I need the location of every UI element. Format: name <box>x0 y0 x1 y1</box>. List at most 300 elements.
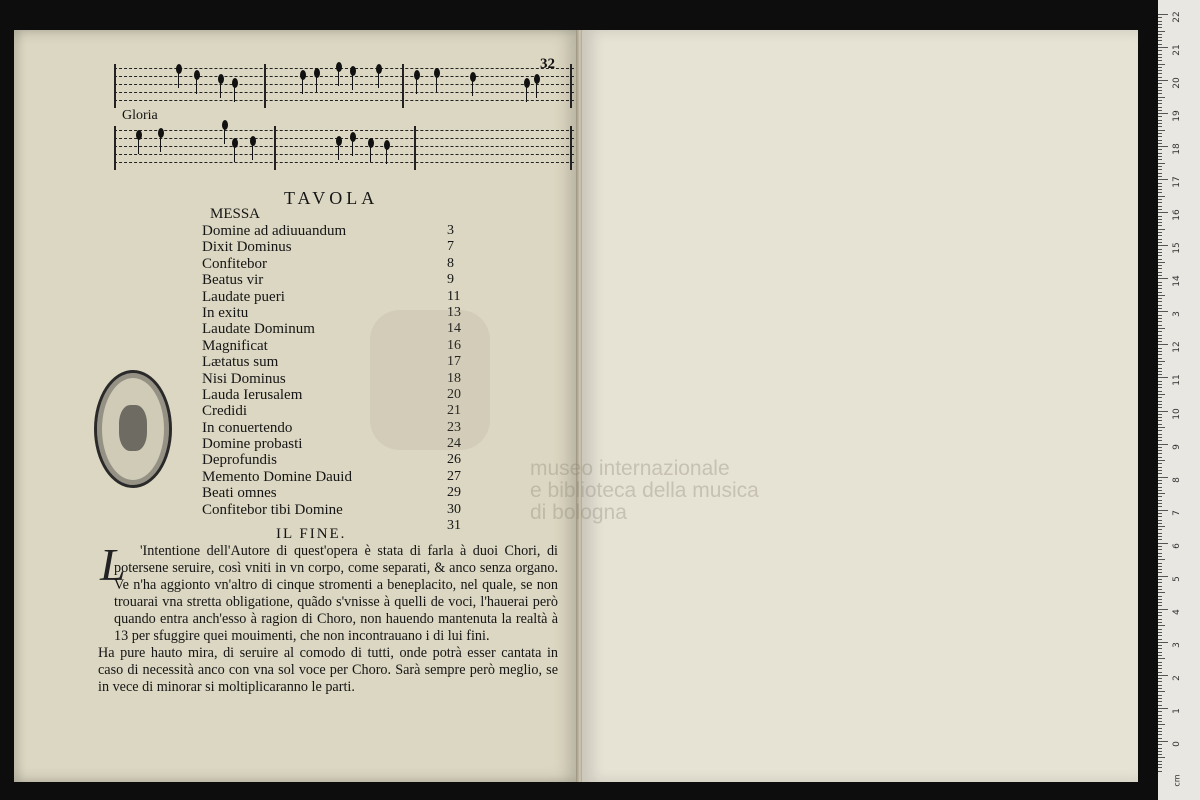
ruler-tick <box>1158 120 1162 121</box>
ruler-tick <box>1158 771 1162 772</box>
ruler-tick <box>1158 21 1162 22</box>
toc-entry <box>202 469 472 485</box>
ruler-tick <box>1158 645 1162 646</box>
ruler-tick <box>1158 232 1162 233</box>
toc-entry-page: 11 <box>447 288 461 304</box>
ruler-tick <box>1158 199 1162 200</box>
ruler-tick <box>1158 586 1162 587</box>
ruler-tick <box>1158 368 1162 369</box>
toc-entry-title: Confitebor <box>202 255 267 272</box>
toc-entry-title: Laudate Dominum <box>202 321 315 338</box>
ruler-tick <box>1158 718 1162 719</box>
toc-entry-page: 27 <box>447 468 461 484</box>
ruler-tick <box>1158 384 1162 385</box>
ruler-tick <box>1158 420 1162 421</box>
ruler-tick <box>1158 559 1165 560</box>
toc-entry-page: 29 <box>447 485 461 501</box>
ruler-number: 1 <box>1172 708 1182 714</box>
ruler-tick <box>1158 113 1168 114</box>
ruler-tick <box>1158 480 1162 481</box>
ruler-tick <box>1158 83 1162 84</box>
ruler-tick <box>1158 225 1162 226</box>
ruler-tick <box>1158 563 1162 564</box>
ruler-tick <box>1158 344 1168 345</box>
tavola-title: TAVOLA <box>284 188 379 208</box>
ruler-tick <box>1158 543 1168 544</box>
ruler-tick <box>1158 738 1162 739</box>
ruler-tick <box>1158 483 1162 484</box>
ruler-number: 10 <box>1172 407 1182 420</box>
ruler-tick <box>1158 325 1162 326</box>
ruler-tick <box>1158 556 1162 557</box>
ruler-tick <box>1158 744 1162 745</box>
ruler-number: 12 <box>1172 341 1182 354</box>
end-mark: IL FINE. <box>276 526 347 542</box>
ruler-tick <box>1158 510 1168 511</box>
ruler-tick <box>1158 70 1162 71</box>
left-page <box>14 30 580 782</box>
ruler-tick <box>1158 602 1162 603</box>
ruler-tick <box>1158 592 1165 593</box>
ruler-tick <box>1158 67 1162 68</box>
ruler-tick <box>1158 698 1162 699</box>
ruler-tick <box>1158 100 1162 101</box>
watermark-line: di bologna <box>530 501 627 524</box>
toc-entry <box>202 256 472 272</box>
ruler-tick <box>1158 397 1162 398</box>
toc-entry <box>202 289 472 305</box>
ruler-tick <box>1158 553 1162 554</box>
ruler-tick <box>1158 579 1162 580</box>
music-staff-1 <box>114 64 574 108</box>
ruler-tick <box>1158 572 1162 573</box>
measuring-ruler <box>1158 0 1200 800</box>
right-page <box>582 30 1138 782</box>
ruler-tick <box>1158 728 1162 729</box>
ruler-tick <box>1158 364 1162 365</box>
ruler-tick <box>1158 179 1168 180</box>
ruler-tick <box>1158 642 1168 643</box>
ruler-tick <box>1158 255 1162 256</box>
ruler-tick <box>1158 242 1162 243</box>
ruler-tick <box>1158 305 1162 306</box>
ruler-tick <box>1158 460 1165 461</box>
ruler-tick <box>1158 354 1162 355</box>
ruler-tick <box>1158 391 1162 392</box>
ruler-tick <box>1158 520 1162 521</box>
ruler-tick <box>1158 668 1162 669</box>
ruler-tick <box>1158 358 1162 359</box>
watermark-text <box>530 458 860 524</box>
toc-entry-page: 16 <box>447 337 461 353</box>
ruler-tick <box>1158 288 1162 289</box>
ruler-tick <box>1158 688 1162 689</box>
ruler-tick <box>1158 176 1162 177</box>
ruler-tick <box>1158 301 1162 302</box>
ruler-tick <box>1158 467 1162 468</box>
toc-entry-title: Dixit Dominus <box>202 239 292 256</box>
ruler-tick <box>1158 73 1162 74</box>
toc-entry-page: 21 <box>447 403 461 419</box>
ruler-tick <box>1158 123 1162 124</box>
ruler-tick <box>1158 407 1162 408</box>
toc-entry-title: In conuertendo <box>202 419 293 436</box>
ruler-tick <box>1158 235 1162 236</box>
ruler-tick <box>1158 348 1162 349</box>
ruler-tick <box>1158 282 1162 283</box>
ruler-tick <box>1158 741 1168 742</box>
ruler-tick <box>1158 222 1162 223</box>
toc-entry-page: 30 <box>447 501 461 517</box>
ruler-number: 4 <box>1172 608 1182 615</box>
ruler-tick <box>1158 754 1162 755</box>
ruler-tick <box>1158 321 1162 322</box>
ruler-tick <box>1158 463 1162 464</box>
notice-paragraph-2: Ha pure hauto mira, di seruire al comodo di tutti, onde potrà esser cantata in caso di necessità anco con vna sol voce per Choro. Sarà sempre però meglio, se in vece di minorar si moltiplicaranno le parti. <box>98 645 558 695</box>
ruler-tick <box>1158 196 1165 197</box>
ruler-tick <box>1158 341 1162 342</box>
ruler-tick <box>1158 513 1162 514</box>
music-staff-2 <box>114 126 574 170</box>
ruler-tick <box>1158 159 1162 160</box>
ruler-tick <box>1158 658 1165 659</box>
ruler-tick <box>1158 110 1162 111</box>
ruler-unit: cm <box>1172 774 1182 787</box>
ruler-tick <box>1158 292 1162 293</box>
ruler-tick <box>1158 285 1162 286</box>
ruler-tick <box>1158 533 1162 534</box>
toc-entry <box>202 502 472 518</box>
toc-entry-title: Nisi Dominus <box>202 370 286 387</box>
ruler-tick <box>1158 589 1162 590</box>
ruler-tick <box>1158 516 1162 517</box>
page-number: 32 <box>540 56 555 72</box>
ruler-tick <box>1158 107 1162 108</box>
ruler-tick <box>1158 64 1165 65</box>
ruler-tick <box>1158 335 1162 336</box>
ruler-tick <box>1158 31 1165 32</box>
ruler-tick <box>1158 678 1162 679</box>
ruler-tick <box>1158 625 1165 626</box>
ruler-tick <box>1158 526 1165 527</box>
ruler-tick <box>1158 569 1162 570</box>
ruler-tick <box>1158 596 1162 597</box>
ruler-tick <box>1158 140 1162 141</box>
ruler-number: 6 <box>1172 542 1182 549</box>
toc-entry-page: 13 <box>447 304 461 320</box>
toc-entry-page: 3 <box>447 223 454 238</box>
ruler-tick <box>1158 764 1162 765</box>
ruler-tick <box>1158 153 1162 154</box>
ruler-tick <box>1158 24 1162 25</box>
ruler-tick <box>1158 17 1162 18</box>
ruler-tick <box>1158 249 1162 250</box>
ruler-tick <box>1158 434 1162 435</box>
ruler-tick <box>1158 212 1168 213</box>
ruler-tick <box>1158 146 1168 147</box>
ruler-tick <box>1158 87 1162 88</box>
ruler-tick <box>1158 615 1162 616</box>
ruler-tick <box>1158 566 1162 567</box>
toc-entry-page: 7 <box>447 239 454 255</box>
ruler-tick <box>1158 705 1162 706</box>
ruler-tick <box>1158 239 1162 240</box>
ruler-tick <box>1158 444 1168 445</box>
ruler-tick <box>1158 477 1168 478</box>
toc-entry-title: Confitebor tibi Domine <box>202 501 343 518</box>
ruler-number: 17 <box>1172 176 1182 188</box>
ruler-tick <box>1158 27 1162 28</box>
ruler-tick <box>1158 90 1162 91</box>
ruler-tick <box>1158 609 1168 610</box>
ruler-tick <box>1158 523 1162 524</box>
ruler-tick <box>1158 401 1162 402</box>
ruler-tick <box>1158 209 1162 210</box>
ruler-tick <box>1158 143 1162 144</box>
ruler-tick <box>1158 708 1168 709</box>
library-stamp <box>94 370 172 488</box>
ruler-tick <box>1158 133 1162 134</box>
ruler-tick <box>1158 681 1162 682</box>
ruler-tick <box>1158 546 1162 547</box>
ruler-tick <box>1158 639 1162 640</box>
messa-heading: MESSA <box>210 206 261 222</box>
ruler-tick <box>1158 748 1162 749</box>
ruler-number: 9 <box>1172 443 1182 450</box>
ruler-tick <box>1158 183 1162 184</box>
ruler-tick <box>1158 424 1162 425</box>
ruler-tick <box>1158 259 1162 260</box>
ruler-tick <box>1158 622 1162 623</box>
ruler-tick <box>1158 351 1162 352</box>
ruler-tick <box>1158 80 1168 81</box>
ruler-tick <box>1158 163 1165 164</box>
ruler-number: 7 <box>1172 509 1182 516</box>
ruler-tick <box>1158 206 1162 207</box>
ruler-tick <box>1158 77 1162 78</box>
ruler-tick <box>1158 44 1162 45</box>
ruler-number: 5 <box>1172 575 1182 582</box>
ruler-tick <box>1158 691 1165 692</box>
ruler-tick <box>1158 473 1162 474</box>
watermark-logo <box>370 310 490 450</box>
ruler-tick <box>1158 427 1165 428</box>
ruler-tick <box>1158 57 1162 58</box>
toc-entry-page: 8 <box>447 255 454 271</box>
ruler-tick <box>1158 503 1162 504</box>
ruler-tick <box>1158 612 1162 613</box>
ruler-tick <box>1158 202 1162 203</box>
ruler-tick <box>1158 500 1162 501</box>
ruler-tick <box>1158 605 1162 606</box>
ruler-tick <box>1158 40 1162 41</box>
ruler-tick <box>1158 711 1162 712</box>
toc-entry <box>202 485 472 501</box>
gloria-label: Gloria <box>122 108 158 123</box>
book-spread <box>14 30 1138 782</box>
ruler-tick <box>1158 665 1162 666</box>
ruler-tick <box>1158 265 1162 266</box>
ruler-tick <box>1158 219 1162 220</box>
ruler-tick <box>1158 440 1162 441</box>
ruler-tick <box>1158 338 1162 339</box>
toc-entry-title: Lætatus sum <box>202 354 279 371</box>
toc-entry <box>202 239 472 255</box>
ruler-tick <box>1158 14 1168 15</box>
ruler-number: 2 <box>1172 675 1182 681</box>
ruler-tick <box>1158 361 1165 362</box>
ruler-tick <box>1158 34 1162 35</box>
ruler-tick <box>1158 450 1162 451</box>
ruler-tick <box>1158 216 1162 217</box>
toc-entry-page: 17 <box>447 354 461 370</box>
ruler-tick <box>1158 414 1162 415</box>
toc-entry-title: Lauda Ierusalem <box>202 386 303 403</box>
ruler-tick <box>1158 116 1162 117</box>
toc-entry-title: Magnificat <box>202 337 268 354</box>
ruler-number: 19 <box>1172 110 1182 122</box>
ruler-tick <box>1158 470 1162 471</box>
ruler-tick <box>1158 37 1162 38</box>
ruler-tick <box>1158 328 1165 329</box>
toc-entry-title: Laudate pueri <box>202 288 285 305</box>
ruler-tick <box>1158 576 1168 577</box>
ruler-tick <box>1158 496 1162 497</box>
ruler-number: 0 <box>1172 741 1182 747</box>
ruler-tick <box>1158 490 1162 491</box>
ruler-tick <box>1158 411 1168 412</box>
toc-entry-title: Credidi <box>202 403 247 420</box>
ruler-tick <box>1158 629 1162 630</box>
ruler-tick <box>1158 93 1162 94</box>
ruler-number: 3 <box>1172 311 1182 318</box>
ruler-tick <box>1158 166 1162 167</box>
ruler-number: 22 <box>1172 11 1182 23</box>
ruler-tick <box>1158 619 1162 620</box>
toc-entry-page: 14 <box>447 321 461 337</box>
ruler-number: 15 <box>1172 242 1182 255</box>
watermark-line: museo internazionale <box>530 457 730 480</box>
toc-entry-title: Beati omnes <box>202 485 277 502</box>
notice-paragraph-1: 'Intentione dell'Autore di quest'opera è stata di farla à duoi Chori, di potersene seruire, così vniti in vn corpo, come separati, & anco senza organo. Ve n'ha aggionto vn'altro di cinque stromenti a beneplacito, nel quale, se non trouarai vna stretta obligatione, quãdo s'vnisse à quelli de voci, l'hauerai però quando entra anch'esso à ragion di Choro, non hauendo mantenuta la realtà à 13 per sfuggire quei mouimenti, che non incontrauano i di lui fini. <box>114 543 558 644</box>
ruler-tick <box>1158 731 1162 732</box>
ruler-tick <box>1158 295 1165 296</box>
ruler-tick <box>1158 506 1162 507</box>
ruler-tick <box>1158 582 1162 583</box>
ruler-tick <box>1158 685 1162 686</box>
ruler-tick <box>1158 149 1162 150</box>
ruler-tick <box>1158 652 1162 653</box>
toc-entry-title: Deprofundis <box>202 452 277 469</box>
ruler-tick <box>1158 268 1162 269</box>
ruler-tick <box>1158 447 1162 448</box>
ruler-tick <box>1158 701 1162 702</box>
ruler-tick <box>1158 757 1165 758</box>
ruler-tick <box>1158 529 1162 530</box>
ruler-tick <box>1158 130 1165 131</box>
ruler-tick <box>1158 136 1162 137</box>
ruler-number: 20 <box>1172 77 1182 89</box>
ruler-tick <box>1158 394 1165 395</box>
ruler-tick <box>1158 331 1162 332</box>
ruler-tick <box>1158 404 1162 405</box>
toc-entry-page: 20 <box>447 386 461 402</box>
ruler-tick <box>1158 655 1162 656</box>
ruler-tick <box>1158 387 1162 388</box>
toc-entry-title: Beatus vir <box>202 272 264 289</box>
toc-entry-title: Memento Domine Dauid <box>202 468 352 485</box>
ruler-number: 8 <box>1172 476 1182 483</box>
ruler-tick <box>1158 156 1162 157</box>
ruler-tick <box>1158 721 1162 722</box>
toc-entry-page: 23 <box>447 419 461 435</box>
ruler-tick <box>1158 417 1162 418</box>
ruler-tick <box>1158 278 1168 279</box>
toc-entry-page: 9 <box>447 272 454 288</box>
ruler-tick <box>1158 252 1162 253</box>
ruler-tick <box>1158 536 1162 537</box>
ruler-tick <box>1158 632 1162 633</box>
ruler-tick <box>1158 457 1162 458</box>
ruler-tick <box>1158 487 1162 488</box>
ruler-tick <box>1158 374 1162 375</box>
ruler-tick <box>1158 662 1162 663</box>
ruler-number: 11 <box>1172 374 1182 387</box>
ruler-tick <box>1158 751 1162 752</box>
ruler-tick <box>1158 599 1162 600</box>
toc-entry-page: 24 <box>447 436 461 452</box>
ruler-tick <box>1158 229 1165 230</box>
ruler-tick <box>1158 311 1168 312</box>
ruler-tick <box>1158 734 1162 735</box>
ruler-tick <box>1158 97 1165 98</box>
ruler-number: 3 <box>1172 641 1182 648</box>
ruler-tick <box>1158 430 1162 431</box>
ruler-tick <box>1158 453 1162 454</box>
ruler-tick <box>1158 275 1162 276</box>
ruler-tick <box>1158 126 1162 127</box>
toc-entry-title: Domine ad adiuuandum <box>202 223 347 239</box>
ruler-tick <box>1158 318 1162 319</box>
ruler-tick <box>1158 186 1162 187</box>
toc-entry <box>202 223 472 239</box>
author-notice <box>98 539 558 696</box>
ruler-tick <box>1158 308 1162 309</box>
toc-entry-title: Domine probasti <box>202 436 303 453</box>
ruler-tick <box>1158 315 1162 316</box>
ruler-tick <box>1158 245 1168 246</box>
ruler-tick <box>1158 192 1162 193</box>
ruler-tick <box>1158 715 1162 716</box>
toc-entry-page: 26 <box>447 452 461 468</box>
toc-entry <box>202 452 472 468</box>
ruler-tick <box>1158 695 1162 696</box>
ruler-number: 18 <box>1172 143 1182 155</box>
ruler-tick <box>1158 539 1162 540</box>
ruler-tick <box>1158 767 1162 768</box>
toc-entry <box>202 272 472 288</box>
watermark-line: e biblioteca della musica <box>530 479 759 502</box>
ruler-tick <box>1158 675 1168 676</box>
ruler-tick <box>1158 60 1162 61</box>
ruler-tick <box>1158 672 1162 673</box>
ruler-tick <box>1158 173 1162 174</box>
ruler-tick <box>1158 262 1165 263</box>
ruler-tick <box>1158 169 1162 170</box>
ruler-tick <box>1158 272 1162 273</box>
ruler-tick <box>1158 648 1162 649</box>
ruler-tick <box>1158 493 1165 494</box>
